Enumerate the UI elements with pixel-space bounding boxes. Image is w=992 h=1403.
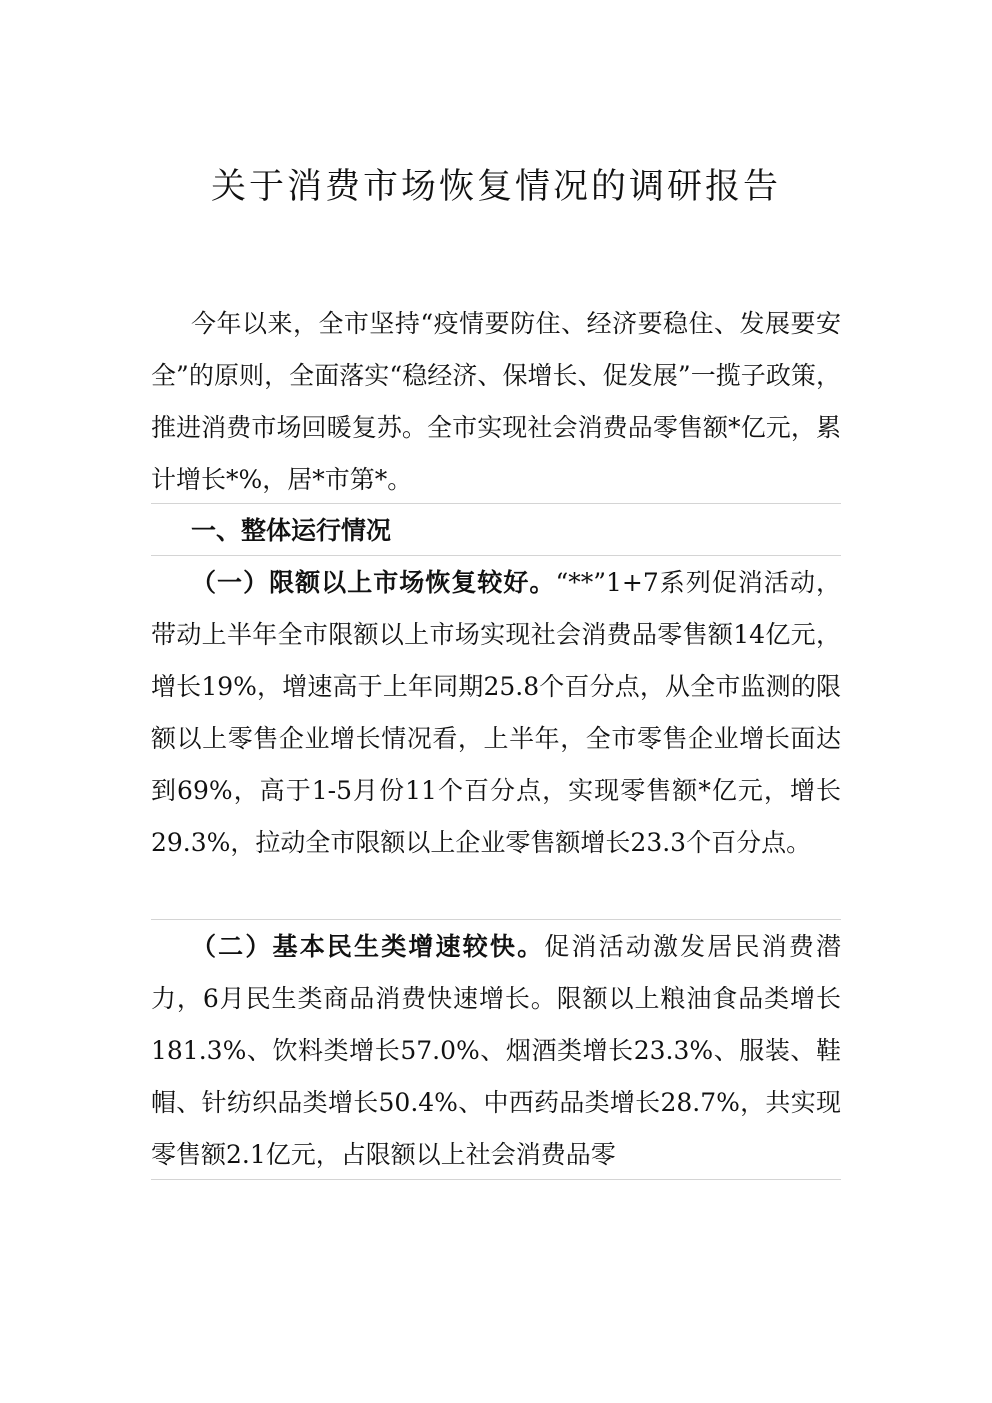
document-title: 关于消费市场恢复情况的调研报告 bbox=[210, 167, 781, 207]
subsection-1-body: “**”1+7系列促消活动，带动上半年全市限额以上市场实现社会消费品零售额14亿元，增长19%，增速高于上年同期25.8个百分点，从全市监测的限额以上零售企业增长情况看，上半年，全市零售企业增长面达到69%，高于1-5月份11个百分点，实现零售额*亿元，增长29.3%，拉动全市限额以上企业零售额增长23.3个百分点。 bbox=[151, 568, 841, 857]
subsection-1-heading: （一）限额以上市场恢复较好。 bbox=[191, 568, 556, 597]
subsection-2-paragraph bbox=[151, 921, 841, 1181]
divider bbox=[151, 919, 841, 920]
divider bbox=[151, 503, 841, 504]
subsection-2-heading: （二）基本民生类增速较快。 bbox=[191, 932, 545, 961]
section-heading: 一、整体运行情况 bbox=[191, 516, 392, 545]
divider bbox=[151, 555, 841, 556]
intro-paragraph: 今年以来，全市坚持“疫情要防住、经济要稳住、发展要安全”的原则，全面落实“稳经济、保增长、促发展”一揽子政策，推进消费市场回暖复苏。全市实现社会消费品零售额*亿元，累计增长*%，居*市第*。 bbox=[151, 309, 841, 494]
subsection-2-body: 促消活动激发居民消费潜力，6月民生类商品消费快速增长。限额以上粮油食品类增长181.3%、饮料类增长57.0%、烟酒类增长23.3%、服装、鞋帽、针纺织品类增长50.4%、中西药品类增长28.7%，共实现零售额2.1亿元，占限额以上社会消费品零 bbox=[151, 932, 841, 1169]
subsection-1-paragraph bbox=[151, 557, 841, 869]
divider bbox=[151, 1179, 841, 1180]
